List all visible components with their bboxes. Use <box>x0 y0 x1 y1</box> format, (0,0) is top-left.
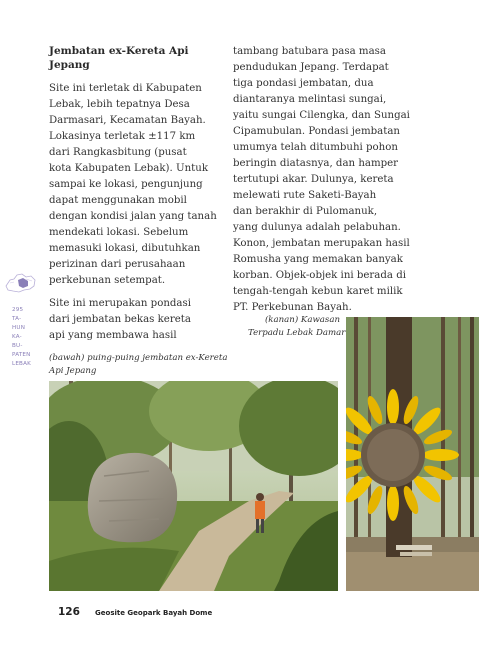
side-label-line: PATEN <box>12 352 31 358</box>
side-label-line: HUN <box>12 325 26 331</box>
body-text-line: melewati rute Saketi-Bayah <box>233 190 377 201</box>
body-text-line: PT. Perkebunan Bayah. <box>233 302 352 313</box>
body-text-line: tiga pondasi jembatan, dua <box>233 78 374 89</box>
body-text-line: tengah-tengah kebun karet milik <box>233 286 403 297</box>
body-text-line: korban. Objek-objek ini berada di <box>233 270 406 281</box>
body-text-line: Cipamubulan. Pondasi jembatan <box>233 126 400 137</box>
body-text-line: diantaranya melintasi sungai, <box>233 94 387 105</box>
left-column-paragraph-2 <box>49 296 227 344</box>
body-text-line: Darmasari, Kecamatan Bayah. <box>49 115 206 126</box>
body-text-line: dari jembatan bekas kereta <box>49 314 191 325</box>
regency-map-icon <box>4 268 38 296</box>
body-text-line: memasuki lokasi, dibutuhkan <box>49 243 201 254</box>
body-text-line: tertutupi akar. Dulunya, kereta <box>233 174 394 185</box>
left-column-paragraph-1 <box>49 81 227 289</box>
body-text-line: sampai ke lokasi, pengunjung <box>49 179 203 190</box>
body-text-line: dengan kondisi jalan yang tanah <box>49 211 217 222</box>
body-text-line: api yang membawa hasil <box>49 330 177 341</box>
page-number: 126 <box>58 606 80 618</box>
body-text-line: dari Rangkasbitung (pusat <box>49 147 187 158</box>
caption-line: Api Jepang <box>49 365 97 376</box>
side-label-line: BU- <box>12 343 23 349</box>
body-text-line: Romusha yang memakan banyak <box>233 254 403 265</box>
body-text-line: yaitu sungai Cilengka, dan Sungai <box>233 110 410 121</box>
side-label-line: LEBAK <box>12 361 31 367</box>
body-text-line: Site ini terletak di Kabupaten <box>49 83 202 94</box>
body-text-line: Konon, jembatan merupakan hasil <box>233 238 410 249</box>
footer-title: Geosite Geopark Bayah Dome <box>95 609 213 617</box>
body-text-line: Lebak, lebih tepatnya Desa <box>49 99 190 110</box>
sunflower-sculpture-photo <box>346 317 479 591</box>
body-text-line: perkebunan setempat. <box>49 275 166 286</box>
caption-line: (bawah) puing-puing jembatan ex-Kereta <box>49 353 228 363</box>
right-column-paragraph <box>233 44 423 316</box>
side-section-label <box>12 306 42 369</box>
body-text-line: mendekati lokasi. Sebelum <box>49 227 189 238</box>
body-text-line: Site ini merupakan pondasi <box>49 298 191 309</box>
body-text-line: dapat menggunakan mobil <box>49 195 187 206</box>
caption-line: Terpadu Lebak Damar <box>248 327 346 338</box>
body-text-line: kota Kabupaten Lebak). Untuk <box>49 163 208 174</box>
body-text-line: Lokasinya terletak ±117 km <box>49 131 196 142</box>
side-label-line: 295 <box>12 307 24 313</box>
body-text-line: tambang batubara pasa masa <box>233 46 386 57</box>
caption-right <box>248 314 346 339</box>
body-text-line: yang dulunya adalah pelabuhan. <box>233 222 401 233</box>
caption-bottom <box>49 352 249 377</box>
bridge-ruins-photo <box>49 381 338 591</box>
article-heading: Jembatan ex-Kereta Api Jepang <box>49 45 189 71</box>
side-label-line: KA- <box>12 334 22 340</box>
body-text-line: beringin diatasnya, dan hamper <box>233 158 399 169</box>
body-text-line: dan berakhir di Pulomanuk, <box>233 206 378 217</box>
caption-line: (kanan) Kawasan <box>264 315 340 325</box>
page-footer <box>58 600 212 619</box>
body-text-line: perizinan dari perusahaan <box>49 259 186 270</box>
body-text-line: pendudukan Jepang. Terdapat <box>233 62 389 73</box>
side-label-line: TA- <box>12 316 22 322</box>
body-text-line: umumya telah ditumbuhi pohon <box>233 142 398 153</box>
